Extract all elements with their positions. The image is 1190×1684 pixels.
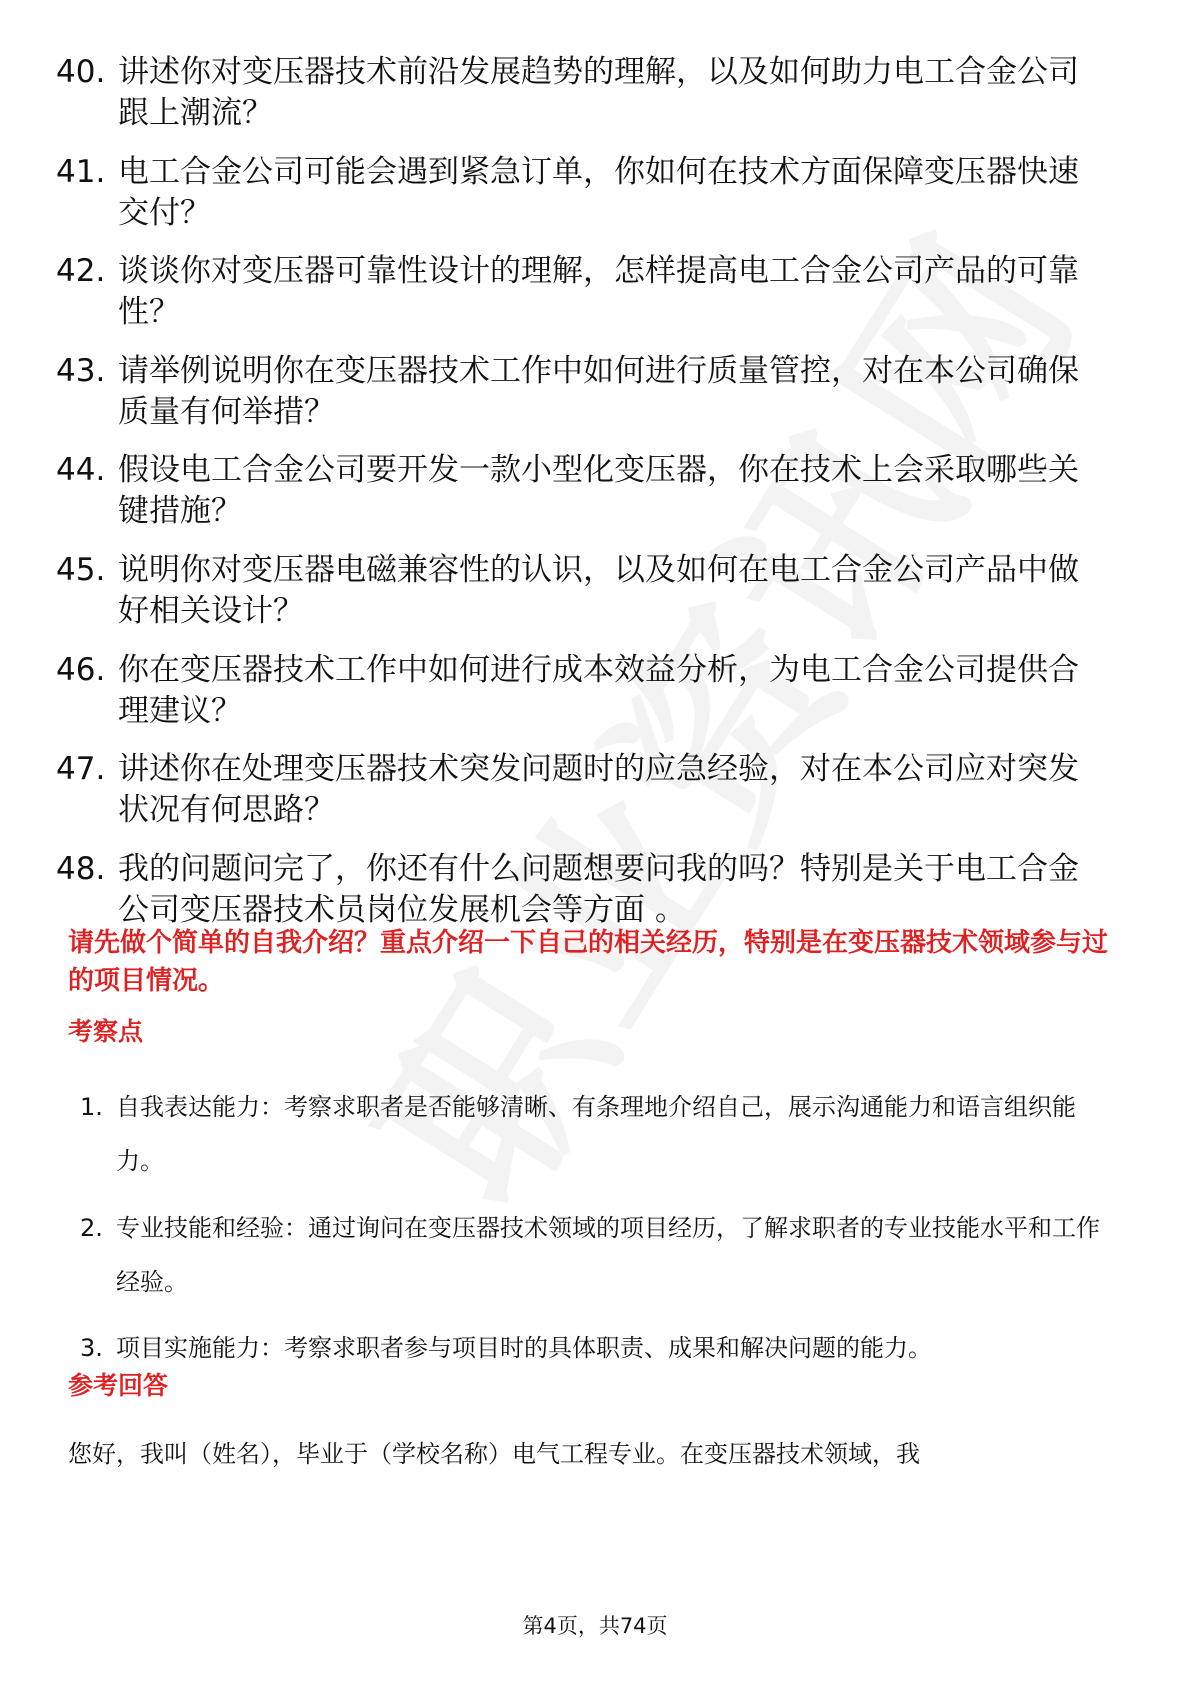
- question-item: [56, 849, 1116, 931]
- question-text: 说明你对变压器电磁兼容性的认识，以及如何在电工合金公司产品中做好相关设计？: [118, 551, 1079, 629]
- assessment-heading: 考察点: [68, 1017, 144, 1046]
- assessment-point: [80, 1321, 1120, 1375]
- question-number: 40.: [56, 54, 106, 90]
- point-number: 2.: [80, 1213, 103, 1242]
- question-number: 43.: [56, 352, 106, 389]
- question-text: 电工合金公司可能会遇到紧急订单，你如何在技术方面保障变压器快速交付？: [118, 153, 1079, 231]
- point-number: 1.: [80, 1093, 103, 1121]
- assessment-point-list: [80, 1080, 1120, 1388]
- question-number: 44.: [56, 452, 106, 489]
- question-number: 45.: [56, 551, 106, 588]
- assessment-point: [80, 1080, 1120, 1188]
- point-text: 专业技能和经验：通过询问在变压器技术领域的项目经历，了解求职者的专业技能水平和工作经验。: [116, 1213, 1100, 1296]
- question-item: [56, 450, 1116, 532]
- point-text: 项目实施能力：考察求职者参与项目时的具体职责、成果和解决问题的能力。: [116, 1334, 932, 1363]
- question-item: [56, 351, 1116, 433]
- question-item: [56, 251, 1116, 333]
- question-text: 讲述你对变压器技术前沿发展趋势的理解，以及如何助力电工合金公司跟上潮流？: [118, 54, 1079, 131]
- reference-heading: 参考回答: [68, 1371, 169, 1400]
- question-item: [56, 749, 1116, 831]
- point-number: 3.: [80, 1334, 103, 1363]
- question-text: 你在变压器技术工作中如何进行成本效益分析，为电工合金公司提供合理建议？: [118, 651, 1079, 729]
- question-number: 47.: [56, 751, 106, 788]
- page-footer: 第4页，共74页: [522, 1614, 668, 1638]
- point-text: 自我表达能力：考察求职者是否能够清晰、有条理地介绍自己，展示沟通能力和语言组织能力。: [116, 1093, 1076, 1175]
- question-text: 假设电工合金公司要开发一款小型化变压器，你在技术上会采取哪些关键措施？: [118, 452, 1079, 530]
- question-item: [56, 52, 1116, 134]
- question-text: 我的问题问完了，你还有什么问题想要问我的吗？特别是关于电工合金公司变压器技术员岗位发展机会等方面 。: [118, 850, 1079, 928]
- question-number: 46.: [56, 651, 106, 688]
- question-item: [56, 152, 1116, 234]
- question-item: [56, 550, 1116, 632]
- question-text: 讲述你在处理变压器技术突发问题时的应急经验，对在本公司应对突发状况有何思路？: [118, 751, 1079, 829]
- question-text: 请举例说明你在变压器技术工作中如何进行质量管控，对在本公司确保质量有何举措？: [118, 352, 1079, 430]
- question-number: 41.: [56, 153, 106, 190]
- question-item: [56, 650, 1116, 732]
- assessment-point: [80, 1201, 1120, 1309]
- question-text: 谈谈你对变压器可靠性设计的理解，怎样提高电工合金公司产品的可靠性？: [118, 253, 1079, 331]
- question-number: 48.: [56, 850, 106, 887]
- reference-answer-text: 您好，我叫（姓名），毕业于（学校名称）电气工程专业。在变压器技术领域，我: [68, 1440, 920, 1468]
- question-number: 42.: [56, 253, 106, 290]
- highlight-question: 请先做个简单的自我介绍？重点介绍一下自己的相关经历，特别是在变压器技术领域参与过的项目情况。: [68, 928, 1109, 996]
- question-list: [56, 52, 1116, 948]
